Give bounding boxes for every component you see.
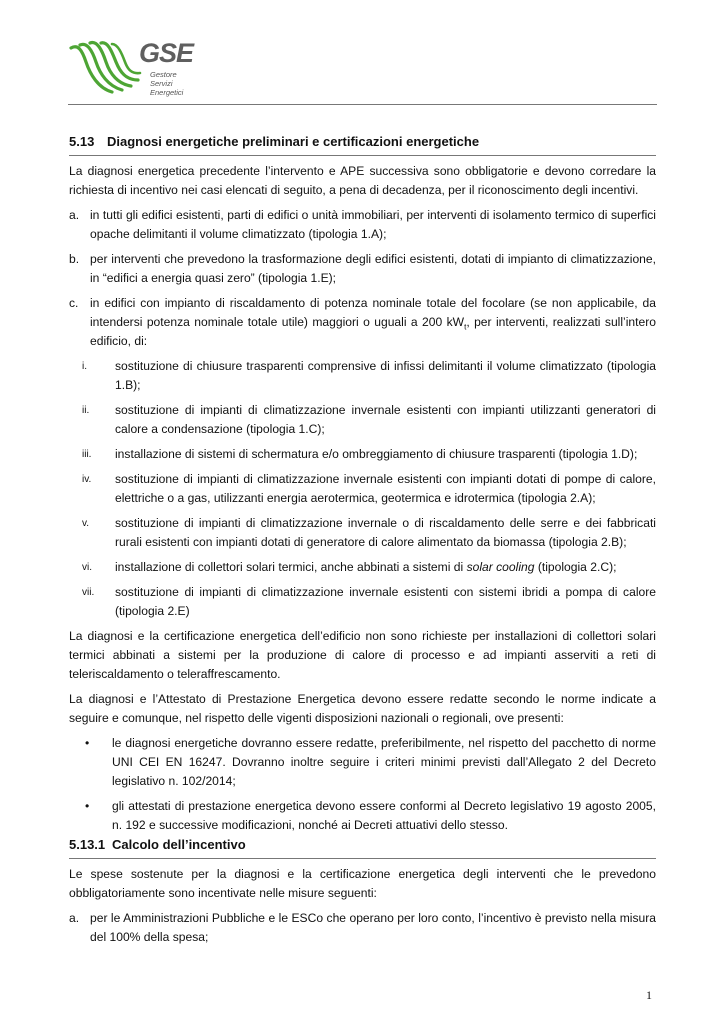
bullet-icon: • [85,799,90,813]
incentive-item-a: a. per le Amministrazioni Pubbliche e le ESCo che operano per loro conto, l’incentivo è previsto nella misura del 100% della spesa; [69,911,656,944]
sublist-item-ii: ii. sostituzione di impianti di climatizzazione invernale esistenti con impianti utilizzanti generatori di calore a condensazione (tipologia 1.C); [82,403,656,436]
bullet-icon: • [85,736,90,750]
paragraph-norms: La diagnosi e l’Attestato di Prestazione Energetica devono essere redatte secondo le norme indicate a seguire e comunque, nel rispetto delle vigenti disposizioni nazionali o regionali, ove presenti: [69,692,656,725]
gse-logo [68,40,198,104]
logo-subtitle: Gestore Servizi Energetici [150,70,184,97]
sublist-item-iv: iv. sostituzione di impianti di climatizzazione invernale esistenti con impianti dotati di pompe di calore, elettriche o a gas, utilizzanti energia aerotermica, geotermica e idrotermica (tipologia 2.A); [82,472,656,505]
sublist-item-vii: vii. sostituzione di impianti di climatizzazione invernale esistenti con sistemi ibridi a pompa di calore (tipologia 2.E) [82,585,656,618]
subsection-number: 5.13.1 [69,837,106,852]
list-item-b: b. per interventi che prevedono la trasformazione degli edifici esistenti, dotati di impianto di climatizzazione, in “edifici a energia quasi zero” (tipologia 1.E); [69,252,656,285]
paragraph-exemptions: La diagnosi e la certificazione energetica dell’edificio non sono richieste per installazioni di collettori solari termici abbinati a sistemi per la produzione di calore di processo e ad impianti asserviti a reti di teleriscaldamento o teleraffrescamento. [69,629,656,681]
section-number: 5.13 [69,134,95,149]
header-divider [68,104,657,105]
list-item-c: c. in edifici con impianto di riscaldamento di potenza nominale totale del focolare (se non applicabile, da intendersi potenza nominale totale utile) maggiori o uguali a 200 $kW_t$, per interventi, realizzati sull’intero edificio, di: [69,296,656,348]
subsection-intro: Le spese sostenute per la diagnosi e la certificazione energetica degli interventi che le prevedono obbligatoriamente sono incentivate nelle misure seguenti: [69,867,656,900]
sublist-item-vi: vi. installazione di collettori solari termici, anche abbinati a sistemi di solar cooling (tipologia 2.C); [82,560,617,574]
bullet-item-attestati: • gli attestati di prestazione energetica devono essere conformi al Decreto legislativo 19 agosto 2005, n. 192 e successive modificazioni, nonché ai Decreti attuativi dello stesso. [85,797,656,835]
sublist-item-v: v. sostituzione di impianti di climatizzazione invernale o di riscaldamento delle serre e dei fabbricati rurali esistenti con impianti dotati di generatore di calore alimentato da biomassa (tipologia 2.B); [82,516,656,549]
sublist-item-i: i. sostituzione di chiusure trasparenti comprensive di infissi delimitanti il volume climatizzato (tipologia 1.B); [82,359,656,392]
document-body [69,132,656,947]
list-item-a: a. in tutti gli edifici esistenti, parti di edifici o unità immobiliari, per interventi di isolamento termico di superfici opache delimitanti il volume climatizzato (tipologia 1.A); [69,208,656,241]
logo-wordmark: GSE [139,38,194,68]
subsection-heading [69,835,656,859]
sublist-item-iii: iii. installazione di sistemi di schermatura e/o ombreggiamento di chiusure trasparenti (tipologia 1.D); [82,447,638,461]
section-heading [69,132,656,156]
section-intro: La diagnosi energetica precedente l’intervento e APE successiva sono obbligatorie e devono corredare la richiesta di incentivo nei casi elencati di seguito, a pena di decadenza, per il riconoscimento degli incentivi. [69,164,656,197]
section-title: Diagnosi energetiche preliminari e certificazioni energetiche [107,134,480,149]
subsection-title: Calcolo dell’incentivo [112,837,246,852]
bullet-item-diagnosi: • le diagnosi energetiche dovranno essere redatte, preferibilmente, nel rispetto del pacchetto di norme UNI CEI EN 16247. Dovranno inoltre seguire i criteri minimi previsti dall’Allegato 2 del Decreto legislativo n. 102/2014; [85,734,656,791]
page-number: 1 [646,988,652,1002]
gse-swoosh-icon [68,40,144,104]
